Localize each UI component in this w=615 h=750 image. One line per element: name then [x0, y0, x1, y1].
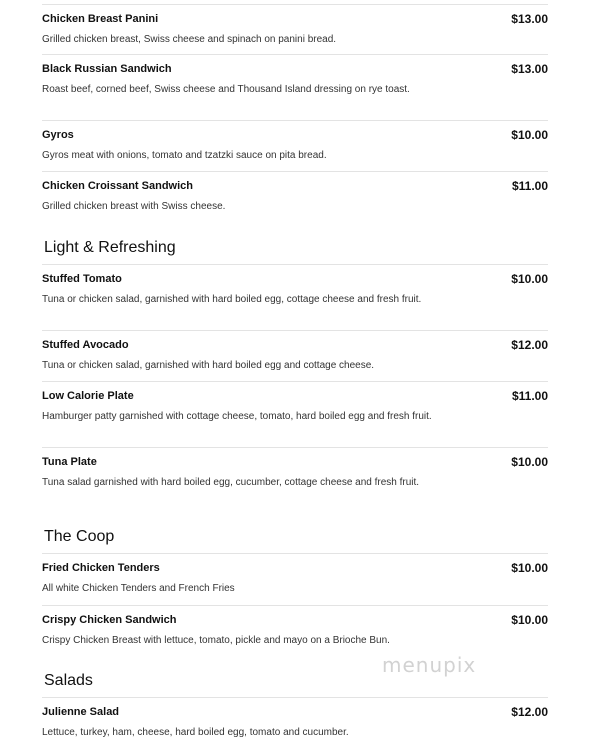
item-name: Crispy Chicken Sandwich — [42, 614, 177, 626]
menu-item — [42, 381, 548, 448]
watermark-logo: menupix — [382, 653, 477, 677]
item-name: Low Calorie Plate — [42, 390, 134, 402]
item-price: $12.00 — [511, 705, 548, 719]
item-description: Tuna salad garnished with hard boiled egg, cucumber, cottage cheese and fresh fruit. — [42, 477, 420, 488]
menu-item — [42, 447, 548, 512]
item-name: Black Russian Sandwich — [42, 63, 172, 75]
item-description: Tuna or chicken salad, garnished with hard boiled egg and cottage cheese. — [42, 360, 375, 371]
menu-item — [42, 330, 548, 382]
item-price: $11.00 — [511, 179, 548, 193]
item-name: Chicken Croissant Sandwich — [42, 180, 193, 192]
item-price: $10.00 — [511, 613, 548, 627]
item-name: Tuna Plate — [42, 456, 97, 468]
menu-item — [42, 264, 548, 331]
item-name: Julienne Salad — [42, 706, 120, 718]
item-price: $13.00 — [511, 12, 548, 26]
menu-item — [42, 171, 548, 222]
item-description: Gyros meat with onions, tomato and tzatzki sauce on pita bread. — [42, 150, 327, 161]
item-price: $12.00 — [511, 338, 548, 352]
menu-item — [42, 4, 548, 55]
item-name: Stuffed Tomato — [42, 273, 122, 285]
item-description: Tuna or chicken salad, garnished with hard boiled egg, cottage cheese and fresh fruit. — [42, 294, 422, 305]
section-title: Salads — [44, 672, 93, 689]
item-price: $10.00 — [511, 561, 548, 575]
section-title: The Coop — [44, 528, 115, 545]
item-price: $11.00 — [511, 389, 548, 403]
item-price: $10.00 — [511, 128, 548, 142]
item-description: Hamburger patty garnished with cottage cheese, tomato, hard boiled egg and fresh fruit. — [42, 411, 432, 422]
item-price: $10.00 — [511, 272, 548, 286]
menu-item — [42, 120, 548, 172]
menu-item — [42, 54, 548, 121]
item-description: Roast beef, corned beef, Swiss cheese and Thousand Island dressing on rye toast. — [42, 84, 410, 95]
item-description: Grilled chicken breast with Swiss cheese. — [42, 201, 226, 212]
menu-item — [42, 697, 548, 750]
item-name: Fried Chicken Tenders — [42, 562, 160, 574]
section-title: Light & Refreshing — [44, 239, 176, 256]
item-description: All white Chicken Tenders and French Fries — [42, 583, 235, 594]
menu-item — [42, 553, 548, 606]
item-name: Gyros — [42, 129, 74, 141]
item-price: $10.00 — [511, 455, 548, 469]
item-description: Grilled chicken breast, Swiss cheese and spinach on panini bread. — [42, 34, 337, 45]
item-name: Chicken Breast Panini — [42, 13, 159, 25]
item-description: Lettuce, turkey, ham, cheese, hard boiled egg, tomato and cucumber. — [42, 727, 349, 738]
menu-item — [42, 605, 548, 656]
item-name: Stuffed Avocado — [42, 339, 129, 351]
item-price: $13.00 — [511, 62, 548, 76]
item-description: Crispy Chicken Breast with lettuce, tomato, pickle and mayo on a Brioche Bun. — [42, 635, 390, 646]
